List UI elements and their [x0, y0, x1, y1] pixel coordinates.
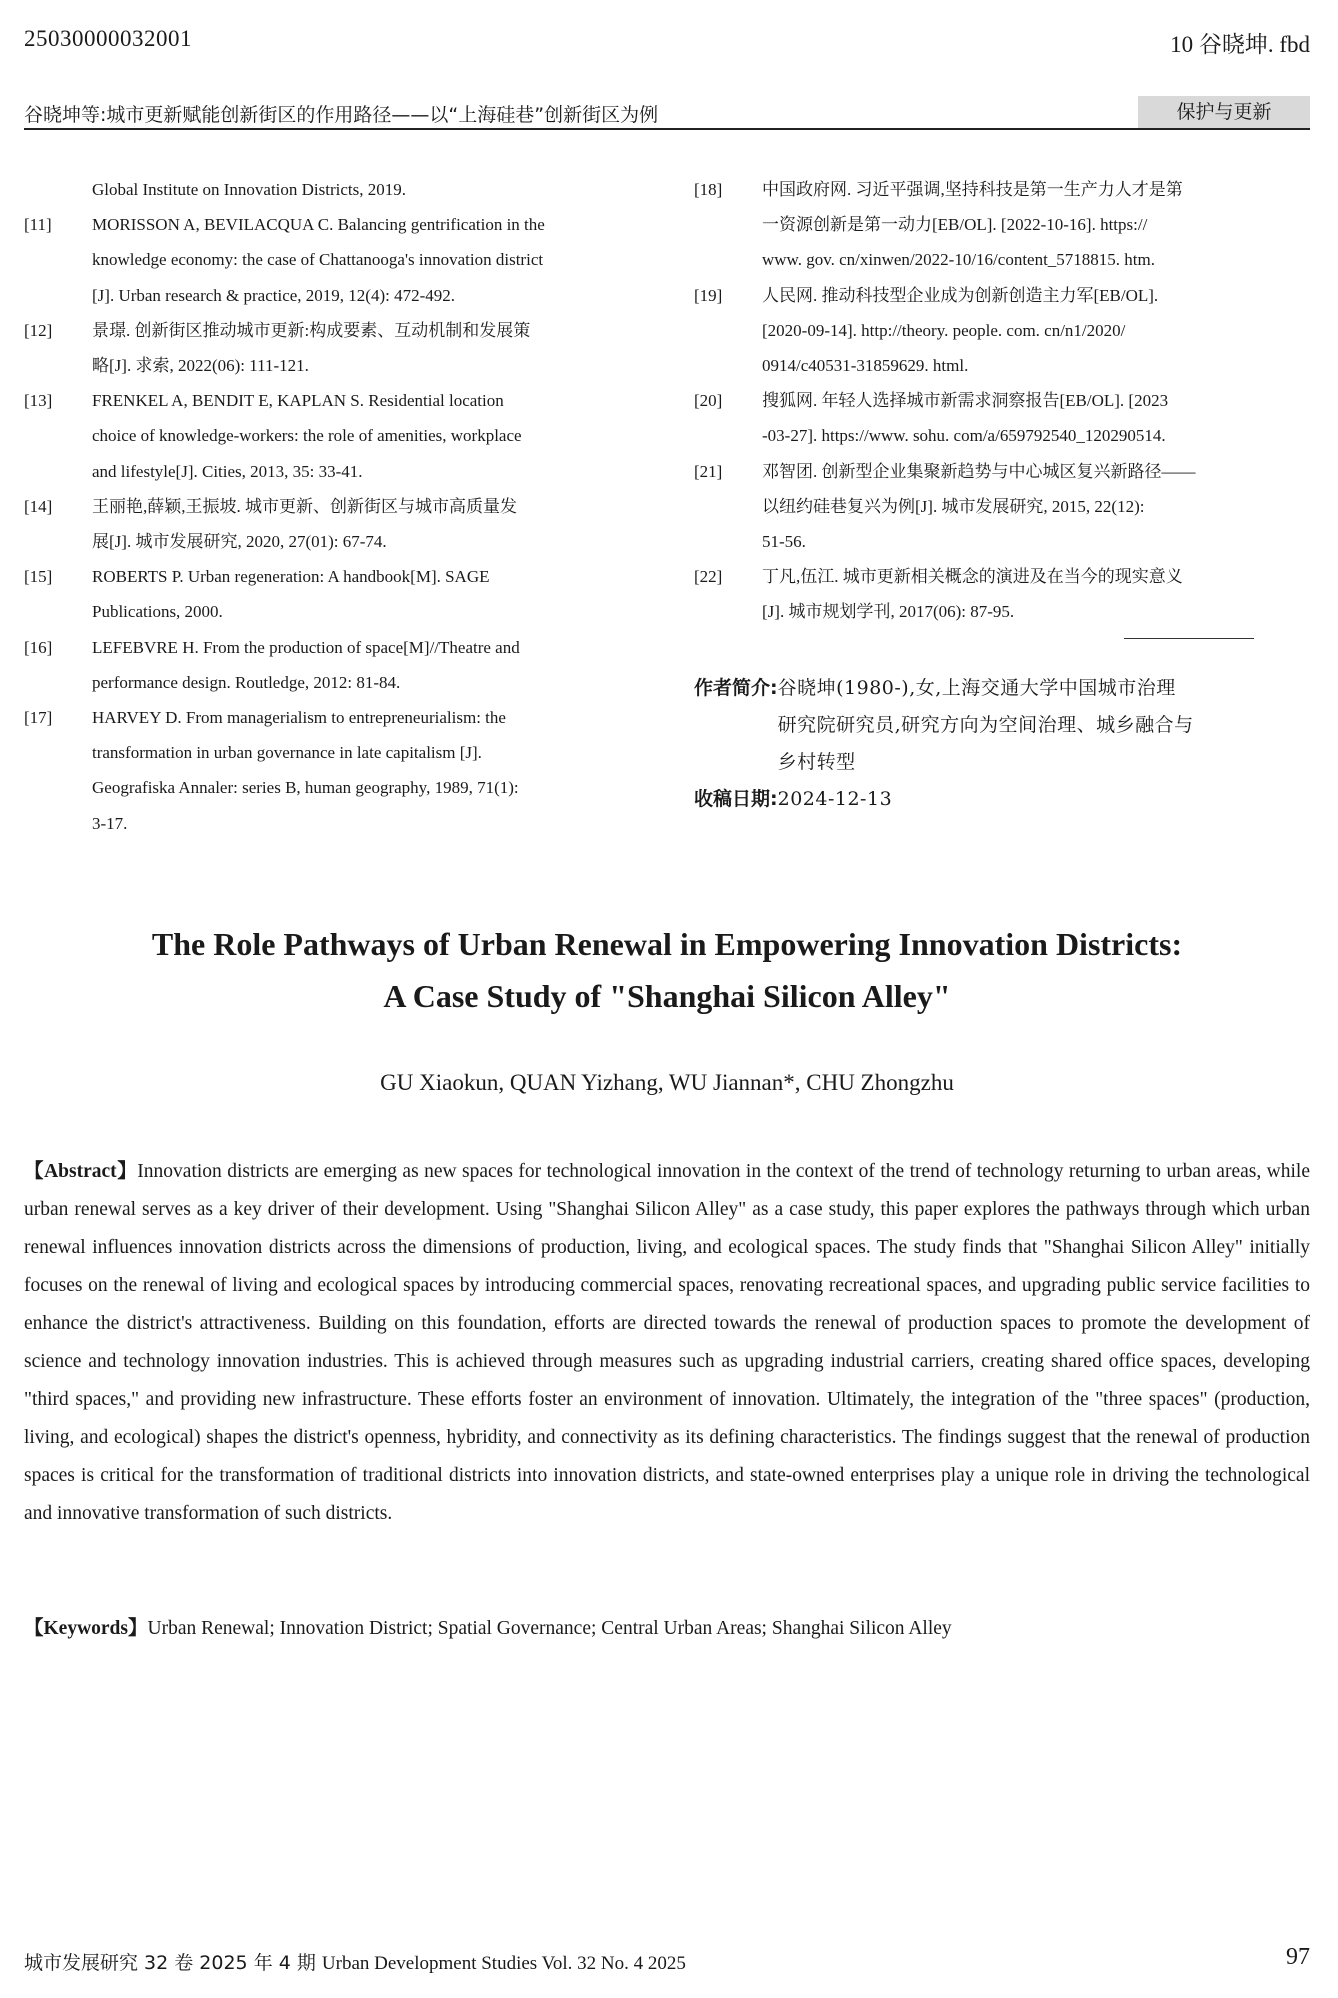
author-info-line: 研究院研究员,研究方向为空间治理、城乡融合与 [777, 714, 1194, 736]
keywords-label: 【Keywords】 [24, 1618, 148, 1639]
keywords [24, 1610, 1310, 1648]
reference-text: 一资源创新是第一动力[EB/OL]. [2022-10-16]. https:// [762, 215, 1148, 235]
english-title-line: A Case Study of "Shanghai Silicon Alley" [383, 978, 951, 1014]
references-right-column [694, 172, 1310, 639]
reference-text: and lifestyle[J]. Cities, 2013, 35: 33-41. [92, 461, 363, 481]
english-title [24, 918, 1310, 1022]
reference-number: [13] [24, 391, 53, 411]
reference-text: 51-56. [762, 532, 806, 552]
reference-text: [J]. 城市规划学刊, 2017(06): 87-95. [762, 602, 1015, 622]
reference-text: transformation in urban governance in late capitalism [J]. [92, 743, 482, 763]
reference-text: [2020-09-14]. http://theory. people. com. cn/n1/2020/ [762, 320, 1126, 340]
reference-number: [16] [24, 637, 53, 657]
reference-item [24, 559, 646, 629]
reference-number: [12] [24, 320, 53, 340]
reference-text: www. gov. cn/xinwen/2022-10/16/content_5718815. htm. [762, 250, 1156, 270]
reference-item [24, 700, 646, 841]
reference-text: LEFEBVRE H. From the production of space[M]//Theatre and [92, 637, 520, 657]
reference-item [694, 559, 1310, 629]
reference-text: knowledge economy: the case of Chattanooga's innovation district [92, 250, 544, 270]
reference-text: 略[J]. 求索, 2022(06): 111-121. [92, 356, 309, 376]
journal-cn: 城市发展研究 32 卷 2025 年 4 期 [24, 1952, 316, 1974]
reference-number: [15] [24, 567, 53, 587]
reference-item [24, 172, 646, 207]
author-info-label: 作者简介: [694, 677, 778, 699]
reference-number: [22] [694, 567, 723, 587]
reference-text: performance design. Routledge, 2012: 81-84. [92, 672, 401, 692]
section-badge: 保护与更新 [1138, 96, 1310, 128]
reference-text: 邓智团. 创新型企业集聚新趋势与中心城区复兴新路径—— [762, 461, 1196, 481]
abstract-text: Innovation districts are emerging as new spaces for technological innovation in the context of the trend of technology returning to urban areas, while urban renewal serves as a key driver of their development. Using "Shanghai Silicon Alley" as a case study, this paper explores the pathways through which urban renewal influences innovation districts across the dimensions of production, living, and ecological spaces. The study finds that "Shanghai Silicon Alley" initially focuses on the renewal of living and ecological spaces by introducing commercial spaces, renovating recreational spaces, and upgrading public service facilities to enhance the district's attractiveness. Building on this foundation, efforts are directed towards the renewal of production spaces to promote the development of science and technology innovation industries. This is achieved through measures such as upgrading industrial carriers, creating shared office spaces, developing "third spaces," and providing new infrastructure. These efforts foster an environment of innovation. Ultimately, the integration of the "three spaces" (production, living, and ecological) shapes the district's openness, hybridity, and connectivity as its defining characteristics. The findings suggest that the renewal of production spaces is critical for the transformation of traditional districts into innovation districts, and state-owned enterprises play a unique role in driving the technological and innovative transformation of such districts. [24, 1161, 1310, 1524]
reference-number: [20] [694, 391, 723, 411]
reference-number: [14] [24, 496, 53, 516]
author-info-line: 谷晓坤(1980-),女,上海交通大学中国城市治理 [777, 677, 1176, 699]
reference-item [694, 172, 1310, 278]
reference-text: ROBERTS P. Urban regeneration: A handbook[M]. SAGE [92, 567, 490, 587]
reference-text: FRENKEL A, BENDIT E, KAPLAN S. Residential location [92, 391, 504, 411]
document-id: 25030000032001 [24, 26, 192, 51]
reference-text: 丁凡,伍江. 城市更新相关概念的演进及在当今的现实意义 [762, 567, 1183, 587]
abstract-label: 【Abstract】 [24, 1161, 138, 1182]
reference-item [24, 630, 646, 700]
received-label: 收稿日期: [694, 788, 778, 810]
file-tag: 10 谷晓坤. fbd [1170, 32, 1310, 57]
reference-text: HARVEY D. From managerialism to entrepreneurialism: the [92, 708, 506, 728]
author-info-line: 乡村转型 [777, 751, 856, 773]
reference-item [24, 383, 646, 489]
journal-en: Urban Development Studies Vol. 32 No. 4 2025 [321, 1953, 686, 1974]
running-header [24, 96, 1310, 130]
top-line [24, 26, 1310, 56]
author-info [694, 670, 1310, 818]
reference-text: 展[J]. 城市发展研究, 2020, 27(01): 67-74. [92, 532, 387, 552]
references-end-rule [1124, 638, 1254, 639]
english-title-line: The Role Pathways of Urban Renewal in Empowering Innovation Districts: [151, 926, 1183, 962]
reference-text: -03-27]. https://www. sohu. com/a/659792540_120290514. [762, 426, 1166, 446]
reference-text: choice of knowledge-workers: the role of amenities, workplace [92, 426, 522, 446]
reference-number: [21] [694, 461, 723, 481]
reference-item [694, 454, 1310, 560]
received-date: 2024-12-13 [777, 788, 893, 810]
page-number: 97 [1286, 1944, 1310, 1970]
reference-item [24, 313, 646, 383]
reference-text: [J]. Urban research & practice, 2019, 12(4): 472-492. [92, 285, 456, 305]
reference-text: Global Institute on Innovation Districts, 2019. [92, 180, 406, 199]
reference-text: 0914/c40531-31859629. html. [762, 356, 969, 376]
reference-text: Publications, 2000. [92, 602, 223, 622]
page-footer [24, 1944, 1310, 1976]
reference-number: [11] [24, 215, 52, 235]
keywords-text: Urban Renewal; Innovation District; Spatial Governance; Central Urban Areas; Shanghai Silicon Alley [147, 1618, 952, 1639]
journal-info [24, 1948, 686, 1975]
reference-item [24, 489, 646, 559]
running-header-title: 谷晓坤等:城市更新赋能创新街区的作用路径——以“上海硅巷”创新街区为例 [24, 104, 659, 126]
reference-item [24, 207, 646, 313]
reference-text: 景璟. 创新街区推动城市更新:构成要素、互动机制和发展策 [92, 320, 531, 340]
reference-number: [18] [694, 180, 723, 199]
reference-text: 人民网. 推动科技型企业成为创新创造主力军[EB/OL]. [762, 285, 1159, 305]
abstract [24, 1153, 1310, 1533]
references-left-column [24, 172, 646, 841]
reference-text: 王丽艳,薛颖,王振坡. 城市更新、创新街区与城市高质量发 [92, 496, 517, 516]
reference-text: 搜狐网. 年轻人选择城市新需求洞察报告[EB/OL]. [2023 [762, 391, 1169, 411]
reference-text: 3-17. [92, 813, 128, 833]
reference-text: Geografiska Annaler: series B, human geography, 1989, 71(1): [92, 778, 519, 798]
reference-item [694, 383, 1310, 453]
reference-number: [19] [694, 285, 723, 305]
reference-text: MORISSON A, BEVILACQUA C. Balancing gentrification in the [92, 215, 545, 235]
reference-number: [17] [24, 708, 53, 728]
english-authors: GU Xiaokun, QUAN Yizhang, WU Jiannan*, CHU Zhongzhu [380, 1070, 954, 1095]
reference-text: 中国政府网. 习近平强调,坚持科技是第一生产力人才是第 [762, 180, 1183, 199]
reference-item [694, 278, 1310, 384]
reference-text: 以纽约硅巷复兴为例[J]. 城市发展研究, 2015, 22(12): [762, 496, 1145, 516]
